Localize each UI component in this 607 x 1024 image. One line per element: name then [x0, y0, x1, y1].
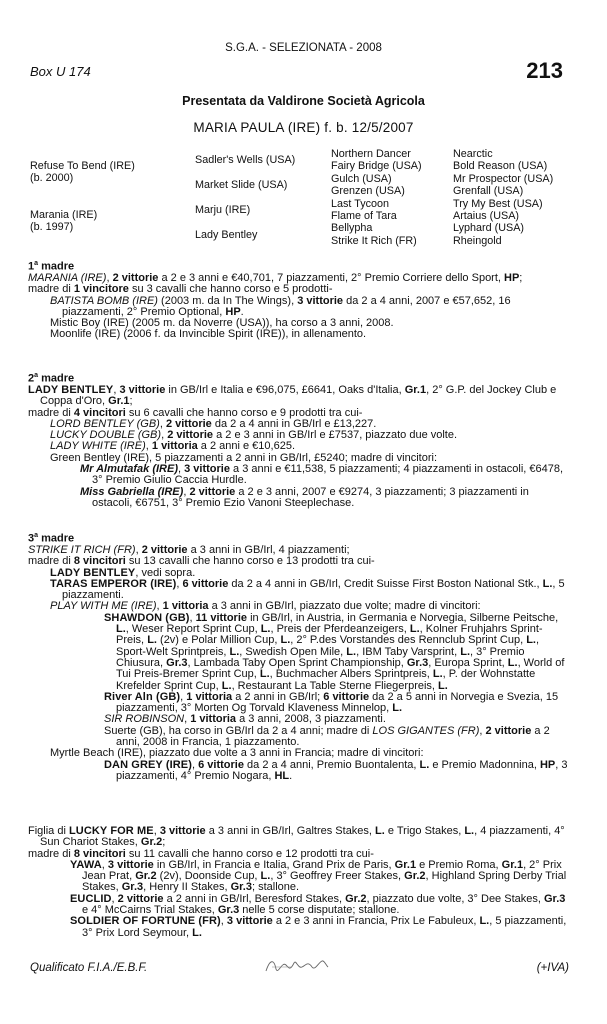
dam-record: STRIKE IT RICH (FR), 2 vittorie a 3 anni in GB/Irl, 4 piazzamenti; — [28, 543, 350, 556]
grandproduce-entry: River Aln (GB), 1 vittoria a 2 anni in GB/Irl; 6 vittorie da 2 a 5 anni in Norvegia e Svezia, 15 piazzamenti, 3° Morten Og Torvald Klaveness Minnelop, L. — [104, 690, 559, 715]
produce-entry: TARAS EMPEROR (IRE), 6 vittorie da 2 a 4 anni in GB/Irl, Credit Suisse First Boston National Stk., L., 5 piazzamenti. — [50, 577, 565, 602]
produce-entry: BATISTA BOMB (IRE) (2003 m. da In The Wings), 3 vittorie da 2 a 4 anni, 2007 e €57,652, 16 piazzamenti, 2° Premio Optional, HP. — [50, 294, 511, 318]
produce-entry: YAWA, 3 vittorie in GB/Irl, in Francia e Italia, Grand Prix de Paris, Gr.1 e Premio Roma, Gr.1, 2° Prix Jean Prat, Gr.2 (2v), Doonside Cup, L., 3° Geoffrey Freer Stakes, Gr.2, Highland Spring Derby Trial Stakes, Gr.3, Henry II Stakes, Gr.3; stallone. — [70, 858, 567, 894]
produce-summary: madre di 8 vincitori su 13 cavalli che hanno corso e 13 prodotti tra cui- — [28, 555, 375, 568]
presenter-line: Presentata da Valdirone Società Agricola — [182, 94, 425, 108]
produce-entry: PLAY WITH ME (IRE), 1 vittoria a 3 anni in GB/Irl, piazzato due volte; madre di vincitori: — [50, 600, 481, 613]
pedigree-gen3-item: Northern Dancer — [331, 148, 411, 160]
grandproduce-entry: Mr Almutafak (IRE), 3 vittorie a 3 anni e €11,538, 5 piazzamenti; 4 piazzamenti in ostacoli, €6478, 3° Premio Giulio Caccia Hurdle. — [80, 463, 564, 487]
horse-title: MARIA PAULA (IRE) f. b. 12/5/2007 — [193, 120, 414, 135]
section-heading: 2$^a$ madre — [28, 372, 75, 385]
produce-summary: madre di 8 vincitori su 11 cavalli che hanno corso e 12 prodotti tra cui- — [28, 847, 374, 860]
pedigree-sire: Refuse To Bend (IRE) — [30, 160, 135, 172]
pedigree-gen3-item: Strike It Rich (FR) — [331, 234, 417, 247]
pedigree-gen4-item: Rheingold — [453, 234, 502, 247]
grandproduce-entry: Miss Gabriella (IRE), 2 vittorie a 2 e 3 anni, 2007 e €9274, 3 piazzamenti; 3 piazzamenti in ostacoli, €6751, 3° Premio Ezio Vanoni Steeplechase. — [80, 485, 529, 509]
vat-note: (+IVA) — [536, 962, 569, 974]
pedigree-gen4-item: Nearctic — [453, 148, 493, 160]
grandproduce-entry: Suerte (GB), ha corso in GB/Irl da 2 a 4 anni; madre di LOS GIGANTES (FR), 2 vittorie a 2 anni, 2008 in Francia, 1 piazzamento. — [104, 724, 550, 748]
produce-entry: LADY BENTLEY, vedi sopra. — [50, 566, 196, 579]
produce-entry: Myrtle Beach (IRE), piazzato due volte a 3 anni in Francia; madre di vincitori: — [50, 747, 424, 760]
pedigree-gen2-item: Sadler's Wells (USA) — [195, 154, 296, 166]
section-heading: 1$^a$ madre — [28, 260, 75, 273]
pedigree-gen4 — [453, 148, 553, 247]
pedigree-gen4-item: Lyphard (USA) — [453, 222, 525, 235]
grandproduce-entry: SIR ROBINSON, 1 vittoria a 3 anni, 2008, 3 piazzamenti. — [104, 713, 386, 726]
pedigree-gen4-item: Mr Prospector (USA) — [453, 172, 554, 185]
produce-entry: Mistic Boy (IRE) (2005 m. da Noverre (USA)), ha corso a 3 anni, 2008. — [50, 317, 394, 330]
pedigree-gen4-item: Bold Reason (USA) — [453, 160, 548, 173]
fourth-dam-section — [28, 826, 568, 939]
grandproduce-entry: SHAWDON (GB), 11 vittorie in GB/Irl, in Austria, in Germania e Norvegia, Silberne Peitsche, L., Weser Report Sprint Cup, L., Preis der Pferdeanzeigers, L., Kolner Fruhjahrs Sprint-Preis, L. (2v) e Polar Million Cup, L., 2° P.des Vorstandes des Rennclub Sprint Cup, L., Sport-Welt Sprintpreis, L., Swedish Open Mile, L., IBM Taby Varsprint, L., 3° Premio Chiusura, Gr.3, Lambada Taby Open Sprint Championship, Gr.3, Europa Sprint, L., World of Tui Preis-Bremer Sprint Cup, L., Buchmacher Albers Sprintpreis, L., P. der Wohnstatte Krefelder Sprint Cup, L., Restaurant La Table Sterne Fliegerpreis, L. — [104, 611, 565, 692]
dam-record: MARANIA (IRE), 2 vittorie a 2 e 3 anni e €40,701, 7 piazzamenti, 2° Premio Corriere dello Sport, HP; — [28, 271, 523, 284]
box-label: Box U 174 — [30, 64, 91, 79]
pedigree-gen3 — [331, 148, 422, 247]
pedigree-gen4-item: Grenfall (USA) — [453, 185, 524, 198]
pedigree-sire-year: (b. 2000) — [30, 172, 74, 184]
produce-entry: LADY WHITE (IRE), 1 vittoria a 2 anni e €10,625. — [50, 440, 295, 453]
pedigree-gen4-item: Try My Best (USA) — [453, 197, 543, 210]
section-heading: 3$^a$ madre — [28, 532, 75, 545]
produce-summary: madre di 1 vincitore su 3 cavalli che hanno corso e 5 prodotti- — [28, 283, 333, 296]
produce-entry: Green Bentley (IRE), 5 piazzamenti a 2 anni in GB/Irl, £5240; madre di vincitori: — [50, 451, 438, 464]
produce-entry: Moonlife (IRE) (2006 f. da Invincible Spirit (IRE)), in allenamento. — [50, 328, 367, 341]
produce-summary: madre di 4 vincitori su 6 cavalli che hanno corso e 9 prodotti tra cui- — [28, 406, 363, 419]
pedigree-gen2-item: Lady Bentley — [195, 229, 258, 241]
qualification-note: Qualificato F.I.A./E.B.F. — [30, 962, 148, 974]
pedigree-dam: Marania (IRE) — [30, 209, 98, 221]
pedigree-gen3-item: Fairy Bridge (USA) — [331, 160, 422, 173]
produce-entry: SOLDIER OF FORTUNE (FR), 3 vittorie a 2 e 3 anni in Francia, Prix Le Fabuleux, L., 5 piazzamenti, 3° Prix Lord Seymour, L. — [70, 915, 567, 939]
pedigree-gen2-item: Marju (IRE) — [195, 204, 251, 216]
grandproduce-entry: DAN GREY (IRE), 6 vittorie da 2 a 4 anni, Premio Buontalenta, L. e Premio Madonnina, HP, 3 piazzamenti, 4° Premio Nogara, HL. — [104, 758, 568, 782]
pedigree-gen3-item: Gulch (USA) — [331, 172, 392, 185]
produce-entry: EUCLID, 2 vittorie a 2 anni in GB/Irl, Beresford Stakes, Gr.2, piazzato due volte, 3° Dee Stakes, Gr.3 e 4° McCairns Trial Stakes, Gr.3 nelle 5 corse disputate; stallone. — [70, 892, 566, 917]
sale-title: S.G.A. - SELEZIONATA - 2008 — [225, 42, 382, 54]
first-dam-section — [28, 258, 568, 341]
pedigree-gen3-item: Bellypha — [331, 222, 373, 235]
pedigree-gen3-item: Flame of Tara — [331, 209, 397, 222]
produce-entry: LUCKY DOUBLE (GB), 2 vittorie a 2 e 3 anni in GB/Irl e £7537, piazzato due volte. — [50, 429, 458, 442]
signature-mark — [262, 955, 332, 977]
dam-record: Figlia di LUCKY FOR ME, 3 vittorie a 3 anni in GB/Irl, Galtres Stakes, L. e Trigo Stakes, L., 4 piazzamenti, 4° Sun Chariot Stakes, Gr.2; — [28, 825, 565, 849]
second-dam-section — [28, 370, 568, 509]
third-dam-section — [28, 530, 568, 782]
pedigree-gen3-item: Grenzen (USA) — [331, 185, 405, 198]
lot-number: 213 — [526, 58, 563, 83]
produce-entry: LORD BENTLEY (GB), 2 vittorie da 2 a 4 anni in GB/Irl e £13,227. — [50, 417, 377, 430]
dam-record: LADY BENTLEY, 3 vittorie in GB/Irl e Italia e €96,075, £6641, Oaks d'Italia, Gr.1, 2° G.P. del Jockey Club e Coppa d'Oro, Gr.1; — [28, 383, 557, 408]
pedigree-gen3-item: Last Tycoon — [331, 197, 390, 210]
pedigree-gen2-item: Market Slide (USA) — [195, 179, 288, 191]
pedigree-dam-year: (b. 1997) — [30, 221, 74, 233]
pedigree-gen4-item: Artaius (USA) — [453, 209, 519, 222]
